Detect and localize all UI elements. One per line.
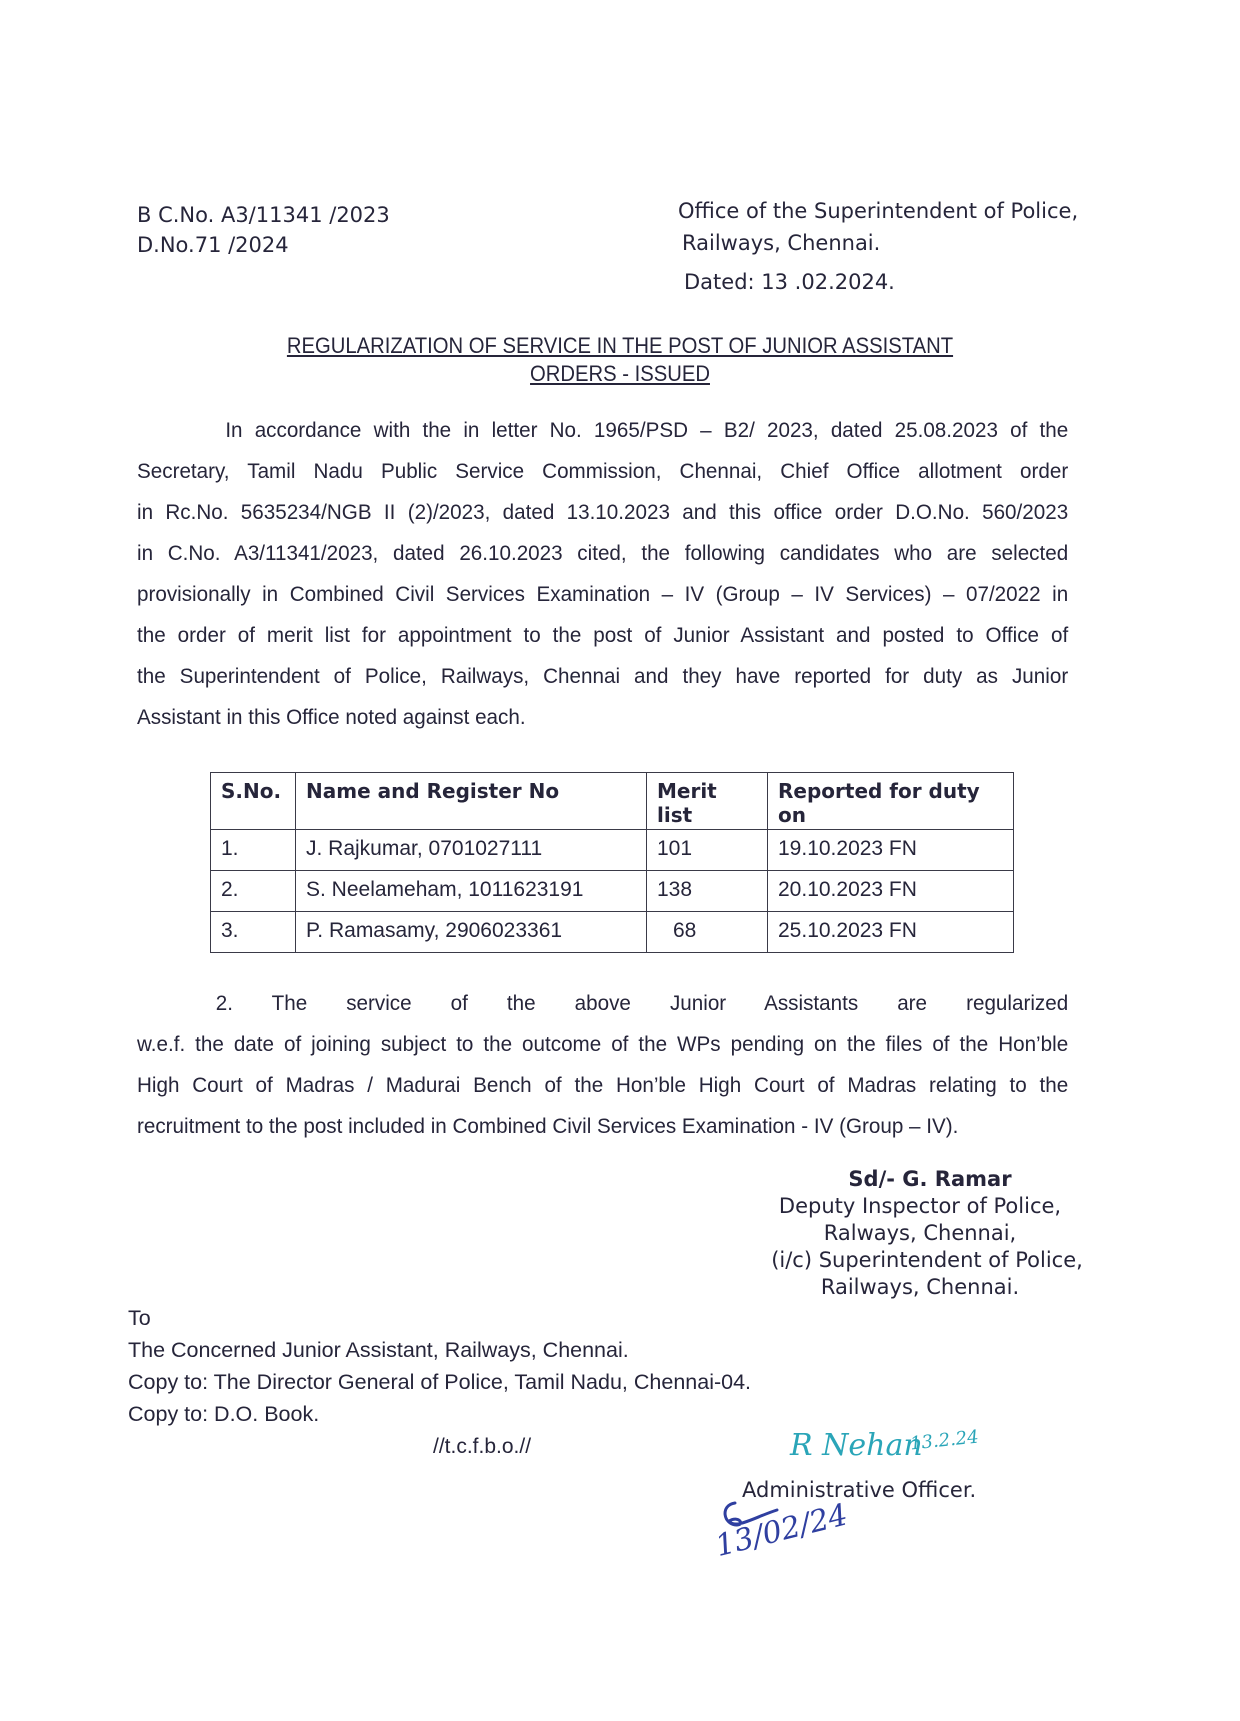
table-row [211,830,1014,871]
handwritten-initials-date: 13.2.24 [909,1426,980,1455]
header-sno: S.No. [211,773,296,830]
paragraph-line: In accordance with the in letter No. 1965/PSD – B2/ 2023, dated 25.08.2023 of the [225,418,1069,442]
paragraph-line: provisionally in Combined Civil Services Examination – IV (Group – IV Services) – 07/2022 in [137,582,1069,606]
body-paragraph-2 [137,983,1068,1147]
cell-merit: 101 [647,830,768,871]
copy-to-line: Copy to: D.O. Book. [128,1402,320,1426]
signatory-name: Sd/- G. Ramar [848,1167,1012,1191]
cell-merit: 138 [647,871,768,912]
dispatch-number: D.No.71 /2024 [137,233,289,257]
cell-reported: 19.10.2023 FN [768,830,1014,871]
paragraph-line: w.e.f. the date of joining subject to the outcome of the WPs pending on the files of the Hon’ble [137,1032,1069,1056]
paragraph-line: 2. The service of the above Junior Assistants are regularized [215,991,1069,1015]
office-name: Office of the Superintendent of Police, [678,199,1079,223]
paragraph-line: in Rc.No. 5635234/NGB II (2)/2023, dated 13.10.2023 and this office order D.O.No. 560/2023 [137,500,1069,524]
paragraph-line: the order of merit list for appointment to the post of Junior Assistant and posted to Office of [137,623,1069,647]
issue-date: Dated: 13 .02.2024. [684,270,895,294]
table-header-row [211,773,1014,830]
cell-merit: 68 [647,912,768,953]
copy-to-line: Copy to: The Director General of Police, Tamil Nadu, Chennai-04. [128,1370,752,1394]
table-row [211,912,1014,953]
true-copy-marker: //t.c.f.b.o.// [433,1435,532,1458]
candidates-table [210,772,1014,953]
header-merit: Merit list [647,773,768,830]
subject-subheading: ORDERS - ISSUED [530,361,710,386]
table-row [211,871,1014,912]
paragraph-line: recruitment to the post included in Combined Civil Services Examination - IV (Group – IV). [137,1114,959,1138]
paragraph-line: in C.No. A3/11341/2023, dated 26.10.2023 cited, the following candidates who are selected [137,541,1069,565]
admin-officer-title: Administrative Officer. [742,1478,977,1502]
case-number: B C.No. A3/11341 /2023 [137,203,390,227]
cell-reported: 25.10.2023 FN [768,912,1014,953]
cell-name: J. Rajkumar, 0701027111 [296,830,647,871]
signatory-designation: Deputy Inspector of Police, [778,1194,1062,1218]
signatory-designation: Railways, Chennai. [820,1275,1020,1299]
office-location: Railways, Chennai. [682,231,881,255]
header-reported: Reported for duty on [768,773,1014,830]
to-label: To [128,1306,151,1330]
recipient-line: The Concerned Junior Assistant, Railways, Chennai. [128,1338,629,1362]
handwritten-date: 13/02/24 [712,1497,852,1564]
header-name: Name and Register No [296,773,647,830]
cell-sno: 3. [211,912,296,953]
paragraph-line: Assistant in this Office noted against each. [137,705,526,729]
body-paragraph-1 [137,410,1068,738]
cell-name: P. Ramasamy, 2906023361 [296,912,647,953]
paragraph-line: High Court of Madras / Madurai Bench of the Hon’ble High Court of Madras relating to the [137,1073,1069,1097]
subject-heading: REGULARIZATION OF SERVICE IN THE POST OF JUNIOR ASSISTANT [286,333,954,358]
signatory-designation: Ralways, Chennai, [823,1221,1017,1245]
cell-sno: 1. [211,830,296,871]
signatory-designation: (i/c) Superintendent of Police, [771,1248,1083,1272]
cell-reported: 20.10.2023 FN [768,871,1014,912]
handwritten-initials: R Nehan [790,1428,923,1463]
cell-sno: 2. [211,871,296,912]
cell-name: S. Neelameham, 1011623191 [296,871,647,912]
paragraph-line: the Superintendent of Police, Railways, Chennai and they have reported for duty as Junior [137,664,1069,688]
paragraph-line: Secretary, Tamil Nadu Public Service Commission, Chennai, Chief Office allotment order [137,459,1069,483]
signature-block [740,1166,1100,1301]
